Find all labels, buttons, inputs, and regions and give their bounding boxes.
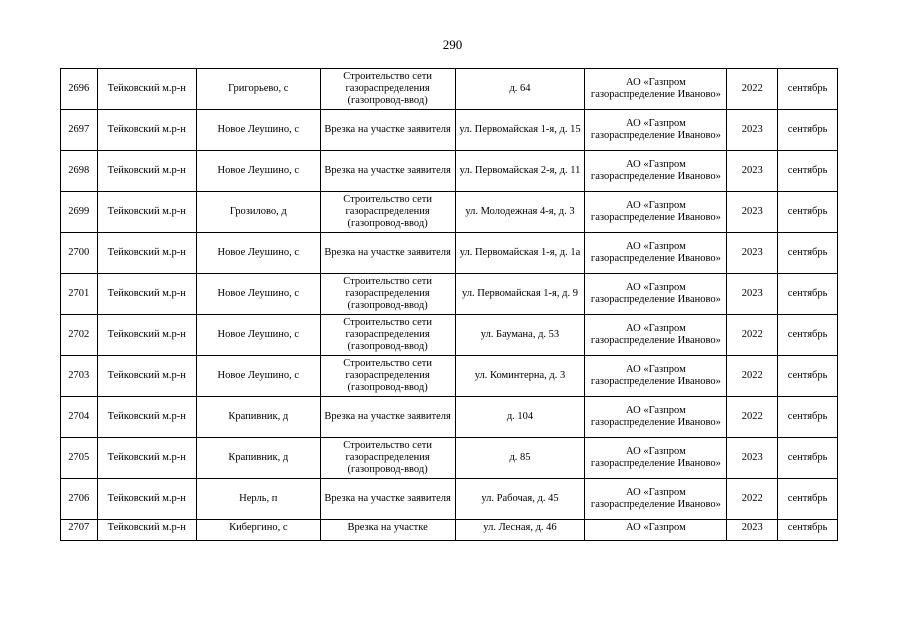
cell-month: сентябрь bbox=[778, 438, 838, 479]
cell-number: 2699 bbox=[61, 192, 98, 233]
cell-work-type: Строительство сети газораспределения (газопровод-ввод) bbox=[320, 192, 455, 233]
cell-year: 2022 bbox=[727, 69, 778, 110]
cell-organization: АО «Газпром газораспределение Иваново» bbox=[585, 315, 727, 356]
cell-month: сентябрь bbox=[778, 69, 838, 110]
table-row bbox=[61, 274, 838, 315]
cell-year: 2022 bbox=[727, 356, 778, 397]
cell-number: 2704 bbox=[61, 397, 98, 438]
cell-address: д. 85 bbox=[455, 438, 585, 479]
table-row bbox=[61, 69, 838, 110]
cell-address: ул. Первомайская 2-я, д. 11 bbox=[455, 151, 585, 192]
cell-work-type: Врезка на участке заявителя bbox=[320, 110, 455, 151]
cell-district: Тейковский м.р-н bbox=[97, 192, 196, 233]
cell-organization: АО «Газпром газораспределение Иваново» bbox=[585, 192, 727, 233]
cell-month: сентябрь bbox=[778, 192, 838, 233]
cell-locality: Нерль, п bbox=[196, 479, 320, 520]
cell-work-type: Врезка на участке заявителя bbox=[320, 479, 455, 520]
cell-month: сентябрь bbox=[778, 356, 838, 397]
cell-address: ул. Баумана, д. 53 bbox=[455, 315, 585, 356]
cell-work-type: Врезка на участке bbox=[320, 520, 455, 541]
cell-district: Тейковский м.р-н bbox=[97, 315, 196, 356]
table-row bbox=[61, 479, 838, 520]
cell-address: д. 64 bbox=[455, 69, 585, 110]
cell-address: ул. Лесная, д. 46 bbox=[455, 520, 585, 541]
gas-connection-table bbox=[60, 68, 838, 541]
cell-year: 2022 bbox=[727, 397, 778, 438]
cell-work-type: Строительство сети газораспределения (газопровод-ввод) bbox=[320, 438, 455, 479]
cell-locality: Кибергино, с bbox=[196, 520, 320, 541]
cell-locality: Крапивник, д bbox=[196, 438, 320, 479]
cell-organization: АО «Газпром газораспределение Иваново» bbox=[585, 479, 727, 520]
cell-address: ул. Рабочая, д. 45 bbox=[455, 479, 585, 520]
cell-district: Тейковский м.р-н bbox=[97, 274, 196, 315]
cell-year: 2023 bbox=[727, 110, 778, 151]
cell-year: 2023 bbox=[727, 192, 778, 233]
table-row bbox=[61, 315, 838, 356]
cell-number: 2701 bbox=[61, 274, 98, 315]
cell-organization: АО «Газпром газораспределение Иваново» bbox=[585, 233, 727, 274]
page-number: 290 bbox=[442, 37, 463, 52]
cell-locality: Новое Леушино, с bbox=[196, 315, 320, 356]
cell-month: сентябрь bbox=[778, 315, 838, 356]
table-row bbox=[61, 233, 838, 274]
cell-locality: Новое Леушино, с bbox=[196, 151, 320, 192]
cell-district: Тейковский м.р-н bbox=[97, 151, 196, 192]
cell-organization: АО «Газпром газораспределение Иваново» bbox=[585, 397, 727, 438]
cell-organization: АО «Газпром газораспределение Иваново» bbox=[585, 438, 727, 479]
cell-organization: АО «Газпром газораспределение Иваново» bbox=[585, 151, 727, 192]
cell-district: Тейковский м.р-н bbox=[97, 110, 196, 151]
cell-number: 2696 bbox=[61, 69, 98, 110]
cell-address: ул. Молодежная 4-я, д. 3 bbox=[455, 192, 585, 233]
cell-month: сентябрь bbox=[778, 274, 838, 315]
cell-number: 2705 bbox=[61, 438, 98, 479]
cell-district: Тейковский м.р-н bbox=[97, 356, 196, 397]
cell-locality: Новое Леушино, с bbox=[196, 233, 320, 274]
cell-organization: АО «Газпром bbox=[585, 520, 727, 541]
cell-year: 2023 bbox=[727, 438, 778, 479]
cell-work-type: Врезка на участке заявителя bbox=[320, 397, 455, 438]
cell-month: сентябрь bbox=[778, 520, 838, 541]
cell-year: 2023 bbox=[727, 151, 778, 192]
cell-number: 2707 bbox=[61, 520, 98, 541]
table-row bbox=[61, 110, 838, 151]
cell-year: 2023 bbox=[727, 274, 778, 315]
cell-number: 2703 bbox=[61, 356, 98, 397]
cell-organization: АО «Газпром газораспределение Иваново» bbox=[585, 69, 727, 110]
cell-organization: АО «Газпром газораспределение Иваново» bbox=[585, 274, 727, 315]
cell-district: Тейковский м.р-н bbox=[97, 233, 196, 274]
table-row bbox=[61, 356, 838, 397]
cell-number: 2700 bbox=[61, 233, 98, 274]
cell-locality: Новое Леушино, с bbox=[196, 274, 320, 315]
cell-locality: Крапивник, д bbox=[196, 397, 320, 438]
cell-district: Тейковский м.р-н bbox=[97, 397, 196, 438]
cell-year: 2022 bbox=[727, 479, 778, 520]
cell-month: сентябрь bbox=[778, 397, 838, 438]
cell-address: ул. Первомайская 1-я, д. 1а bbox=[455, 233, 585, 274]
cell-year: 2023 bbox=[727, 233, 778, 274]
cell-organization: АО «Газпром газораспределение Иваново» bbox=[585, 110, 727, 151]
table-row bbox=[61, 151, 838, 192]
cell-work-type: Строительство сети газораспределения (газопровод-ввод) bbox=[320, 315, 455, 356]
table-body bbox=[61, 69, 838, 541]
cell-locality: Новое Леушино, с bbox=[196, 110, 320, 151]
cell-district: Тейковский м.р-н bbox=[97, 438, 196, 479]
cell-number: 2706 bbox=[61, 479, 98, 520]
cell-year: 2022 bbox=[727, 315, 778, 356]
table-row bbox=[61, 397, 838, 438]
cell-month: сентябрь bbox=[778, 233, 838, 274]
cell-locality: Новое Леушино, с bbox=[196, 356, 320, 397]
cell-month: сентябрь bbox=[778, 110, 838, 151]
cell-address: ул. Первомайская 1-я, д. 15 bbox=[455, 110, 585, 151]
cell-work-type: Строительство сети газораспределения (газопровод-ввод) bbox=[320, 274, 455, 315]
table-row bbox=[61, 192, 838, 233]
table-row-partial bbox=[61, 520, 838, 541]
cell-number: 2698 bbox=[61, 151, 98, 192]
cell-work-type: Врезка на участке заявителя bbox=[320, 151, 455, 192]
table-row bbox=[61, 438, 838, 479]
cell-year: 2023 bbox=[727, 520, 778, 541]
cell-locality: Грозилово, д bbox=[196, 192, 320, 233]
cell-address: ул. Первомайская 1-я, д. 9 bbox=[455, 274, 585, 315]
cell-work-type: Строительство сети газораспределения (газопровод-ввод) bbox=[320, 356, 455, 397]
cell-district: Тейковский м.р-н bbox=[97, 520, 196, 541]
cell-district: Тейковский м.р-н bbox=[97, 479, 196, 520]
cell-address: д. 104 bbox=[455, 397, 585, 438]
cell-locality: Григорьево, с bbox=[196, 69, 320, 110]
cell-address: ул. Коминтерна, д. 3 bbox=[455, 356, 585, 397]
cell-district: Тейковский м.р-н bbox=[97, 69, 196, 110]
cell-organization: АО «Газпром газораспределение Иваново» bbox=[585, 356, 727, 397]
cell-number: 2697 bbox=[61, 110, 98, 151]
cell-work-type: Врезка на участке заявителя bbox=[320, 233, 455, 274]
cell-work-type: Строительство сети газораспределения (газопровод-ввод) bbox=[320, 69, 455, 110]
cell-month: сентябрь bbox=[778, 151, 838, 192]
cell-number: 2702 bbox=[61, 315, 98, 356]
cell-month: сентябрь bbox=[778, 479, 838, 520]
